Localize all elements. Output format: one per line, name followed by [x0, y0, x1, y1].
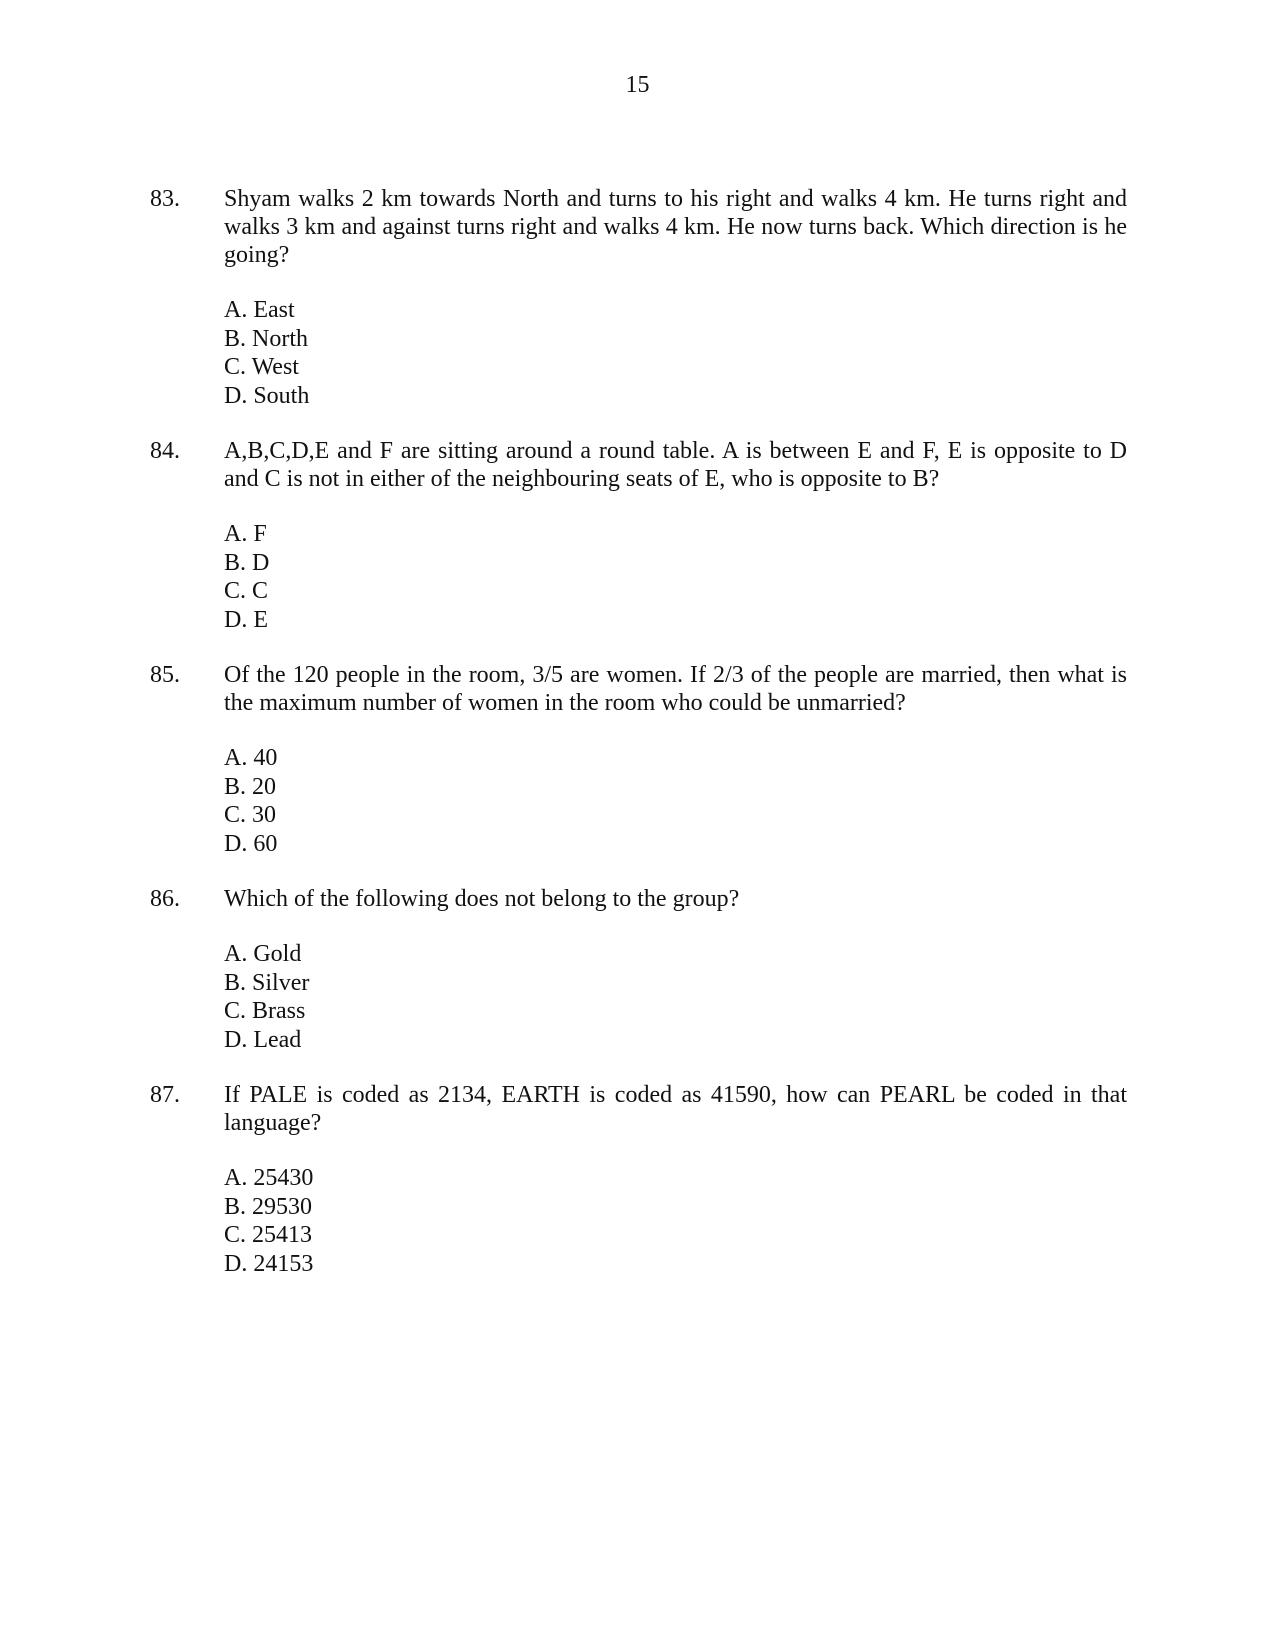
question-text: If PALE is coded as 2134, EARTH is coded as 41590, how can PEARL be coded in that language?	[224, 1082, 1127, 1136]
option-d: D. E	[224, 606, 268, 633]
option-a: A. F	[224, 521, 267, 547]
option-c: C. West	[224, 354, 299, 380]
question-83	[0, 185, 1275, 410]
option-d: D. South	[224, 382, 310, 409]
answer-options	[224, 1164, 1275, 1278]
option-c: C. Brass	[224, 998, 306, 1024]
answer-options	[224, 296, 1275, 410]
question-text: Which of the following does not belong to the group?	[224, 886, 740, 912]
question-text: Of the 120 people in the room, 3/5 are women. If 2/3 of the people are married, then what is the maximum number of women in the room who could be unmarried?	[224, 662, 1127, 716]
question-86	[0, 885, 1275, 1054]
option-d: D. Lead	[224, 1026, 302, 1053]
option-b: B. North	[224, 325, 308, 352]
option-c: C. 25413	[224, 1222, 313, 1248]
answer-options	[224, 520, 1275, 634]
option-c: C. 30	[224, 802, 277, 828]
question-text: A,B,C,D,E and F are sitting around a round table. A is between E and F, E is opposite to D and C is not in either of the neighbouring seats of E, who is opposite to B?	[224, 438, 1127, 492]
option-a: A. 40	[224, 745, 278, 771]
option-b: B. D	[224, 549, 270, 576]
option-a: A. 25430	[224, 1165, 314, 1191]
option-d: D. 60	[224, 830, 278, 857]
option-d: D. 24153	[224, 1250, 314, 1277]
question-84	[0, 437, 1275, 634]
question-85	[0, 661, 1275, 858]
option-a: A. Gold	[224, 941, 302, 967]
answer-options	[224, 940, 1275, 1054]
option-b: B. 29530	[224, 1193, 313, 1220]
question-number: 84.	[150, 438, 180, 464]
question-list	[0, 185, 1275, 1305]
question-number: 86.	[150, 886, 180, 912]
option-b: B. 20	[224, 773, 277, 800]
option-c: C. C	[224, 578, 269, 604]
question-number: 87.	[150, 1082, 180, 1108]
question-87	[0, 1081, 1275, 1278]
question-text: Shyam walks 2 km towards North and turns to his right and walks 4 km. He turns right and walks 3 km and against turns right and walks 4 km. He now turns back. Which direction is he going?	[224, 186, 1127, 268]
option-b: B. Silver	[224, 969, 310, 996]
page-number: 15	[625, 72, 650, 98]
question-number: 83.	[150, 186, 180, 212]
answer-options	[224, 744, 1275, 858]
option-a: A. East	[224, 297, 295, 323]
question-number: 85.	[150, 662, 180, 688]
